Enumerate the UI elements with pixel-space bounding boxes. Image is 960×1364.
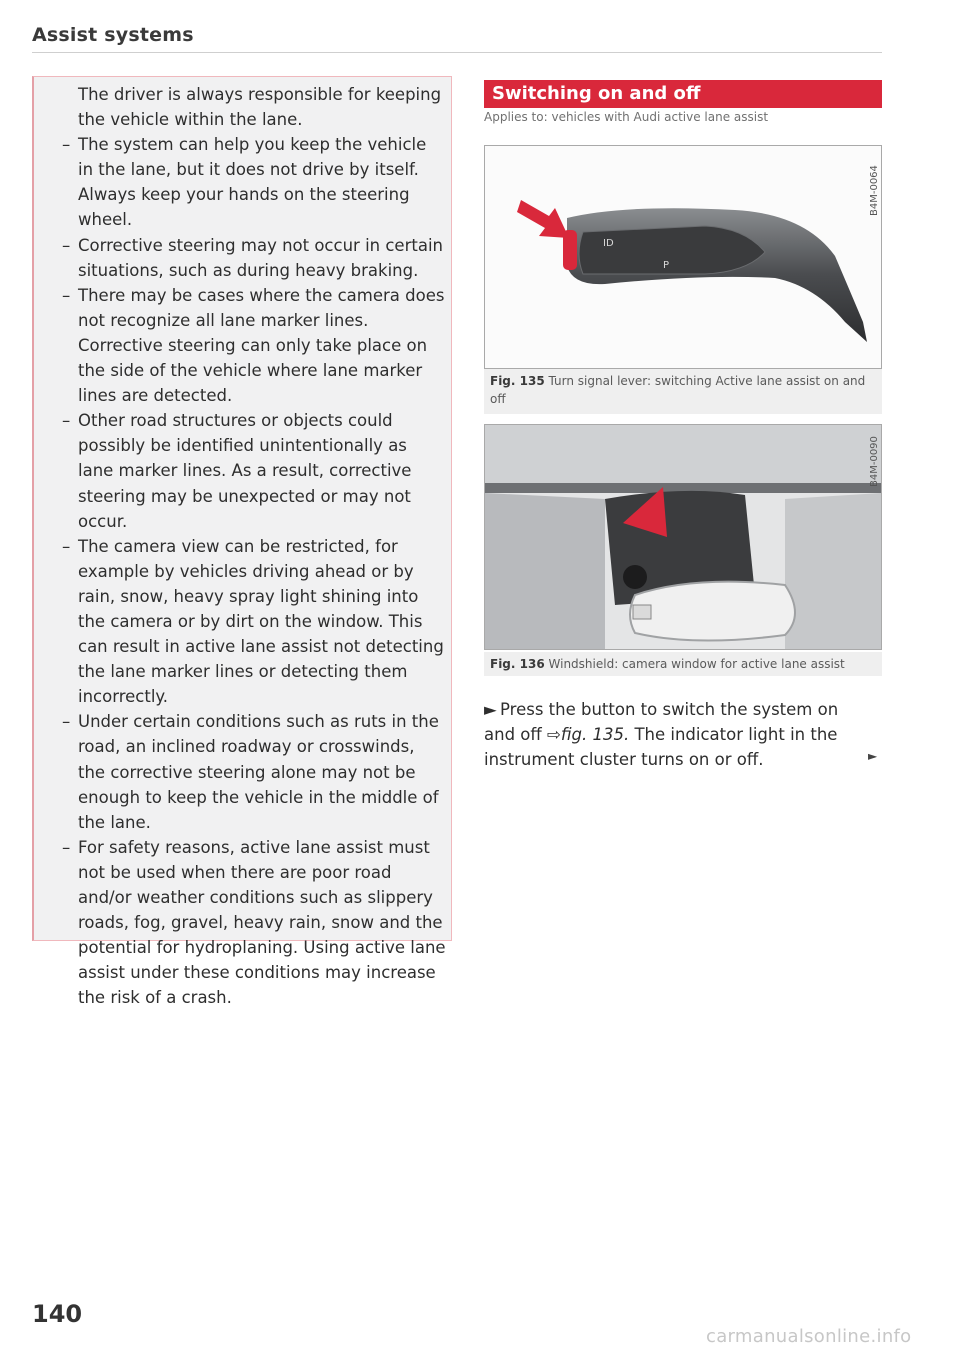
figure-caption-text: Windshield: camera window for active lane assist	[548, 657, 845, 671]
rearview-mirror	[630, 582, 795, 641]
instruction-text: Press the button to switch the system on and off	[484, 700, 839, 744]
lever-label-p: P	[663, 260, 670, 271]
turn-signal-lever-illustration	[485, 146, 881, 368]
lever-panel	[579, 226, 765, 274]
warning-item-text: The camera view can be restricted, for example by vehicles driving ahead or by rain, snow, heavy spray light shining into the camera or by dirt on the window. This can result in active lane assist not detecting the lane marker lines or detecting them incorrectly.	[78, 536, 444, 707]
warning-item-text: For safety reasons, active lane assist must not be used when there are poor road and/or weather conditions such as slippery roads, fog, gravel, heavy rain, snow and the potential for hydroplaning. Using active lane assist under these conditions may increase the risk of a crash.	[78, 837, 446, 1008]
watermark: carmanualsonline.info	[706, 1326, 912, 1347]
bullet-icon: ►	[484, 700, 497, 719]
figure-number: Fig. 136	[490, 657, 545, 671]
dash-bullet: –	[62, 411, 71, 431]
page-number: 140	[32, 1300, 83, 1328]
warning-item-text: Other road structures or objects could possibly be identified unintentionally as lane marker lines. As a result, corrective steering may be unexpected or may not occur.	[78, 411, 412, 531]
dash-bullet: –	[62, 712, 71, 732]
applies-to-note: Applies to: vehicles with Audi active lane assist	[484, 110, 769, 124]
warning-list-item	[62, 709, 446, 834]
dash-bullet: –	[62, 235, 71, 255]
figure-reference-link[interactable]: fig. 135.	[560, 725, 630, 744]
figure-135-image	[484, 145, 882, 369]
warning-list-item	[62, 835, 446, 1011]
figure-135-caption	[484, 369, 882, 414]
warning-list-item	[62, 233, 446, 283]
lever-label-id: ID	[603, 238, 614, 249]
warning-list-item	[62, 283, 446, 408]
warning-text	[62, 82, 446, 1010]
figure-code: B4M-0090	[869, 436, 880, 487]
warning-item-text: There may be cases where the camera does not recognize all lane marker lines. Corrective steering can only take place on the side of the vehicle where lane marker lines are detected.	[78, 285, 445, 406]
figure-136-caption	[484, 652, 882, 676]
warning-list-item	[62, 534, 446, 710]
header-divider	[32, 52, 882, 53]
section-title-bar	[484, 80, 882, 108]
warning-item-text: The system can help you keep the vehicle in the lane, but it does not drive by itself. Always keep your hands on the steering wheel.	[78, 135, 427, 230]
figure-caption-text: Turn signal lever: switching Active lane assist on and off	[490, 374, 866, 406]
instruction-step	[484, 697, 874, 772]
warning-list-item	[62, 408, 446, 533]
figure-136-image	[484, 424, 882, 650]
warning-item-text: Corrective steering may not occur in certain situations, such as during heavy braking.	[78, 235, 443, 280]
warning-lead: The driver is always responsible for keeping the vehicle within the lane.	[78, 85, 442, 130]
warning-list	[62, 132, 446, 1010]
warning-item-text: Under certain conditions such as ruts in the road, an inclined roadway or crosswinds, the corrective steering alone may not be enough to keep the vehicle in the middle of the lane.	[78, 712, 439, 832]
camera-lens	[623, 565, 647, 589]
warning-list-item	[62, 132, 446, 232]
continue-arrow-icon: ►	[868, 749, 878, 763]
dash-bullet: –	[62, 837, 71, 857]
windshield-camera-illustration	[485, 425, 881, 649]
figure-code: B4M-0064	[869, 165, 880, 216]
figure-number: Fig. 135	[490, 374, 545, 388]
dash-bullet: –	[62, 536, 71, 556]
instruction-text-continued: The indicator light in the instrument cluster turns on or off.	[484, 725, 838, 769]
page-header-title: Assist systems	[32, 24, 194, 46]
dash-bullet: –	[62, 285, 71, 305]
section-title: Switching on and off	[492, 83, 701, 104]
dash-bullet: –	[62, 135, 71, 155]
reference-arrow-icon: ⇨	[547, 725, 561, 744]
